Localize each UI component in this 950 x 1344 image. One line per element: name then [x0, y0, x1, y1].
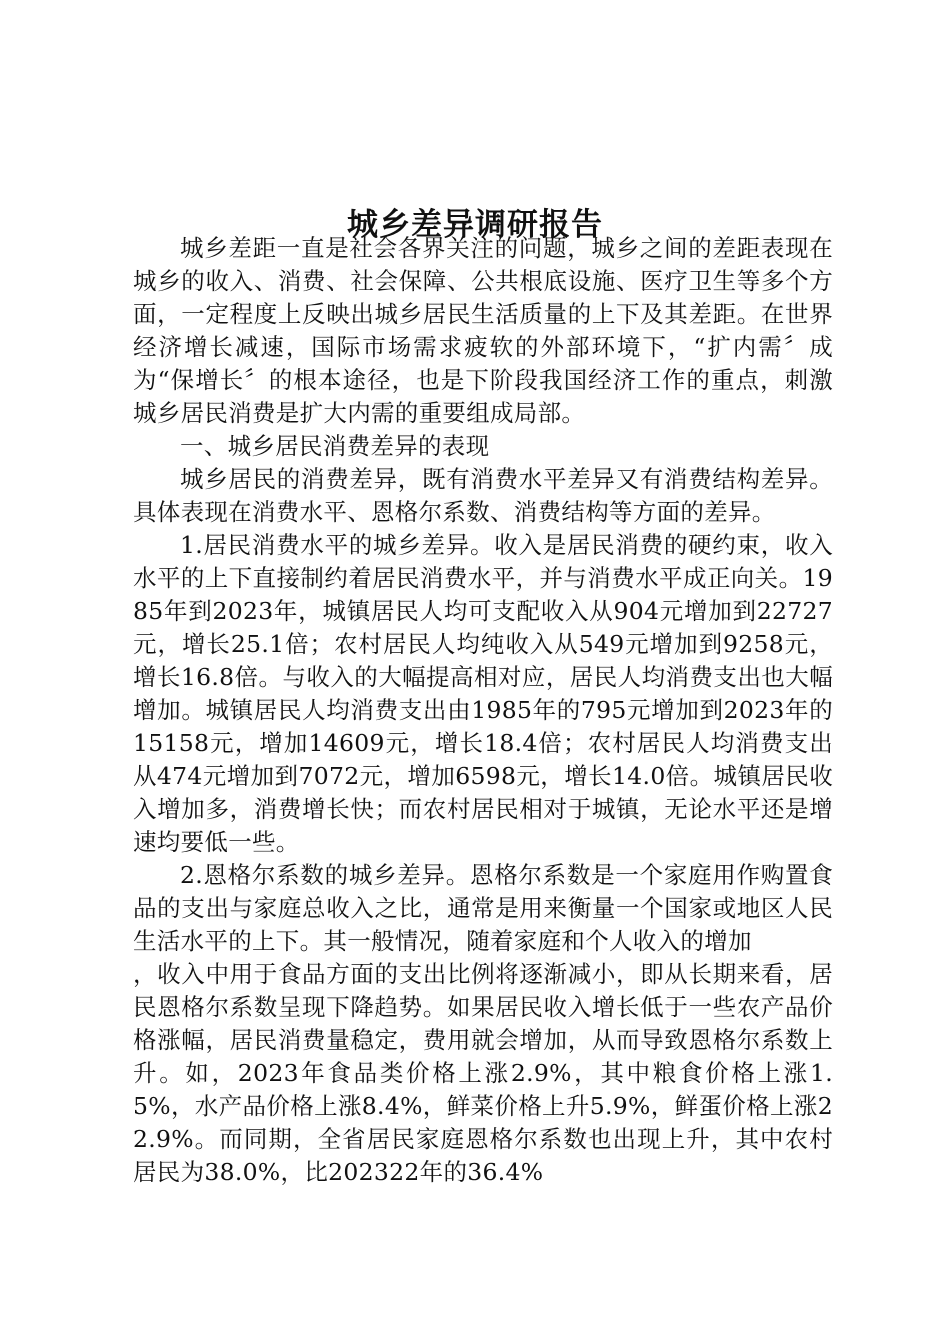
document-title: 城乡差异调研报告	[347, 206, 603, 243]
document-body	[133, 232, 833, 1189]
paragraph-consumption-level: 1.居民消费水平的城乡差异。收入是居民消费的硬约束，收入水平的上下直接制约着居民消费水平，并与消费水平成正向关。1985年到2023年，城镇居民人均可支配收入从904元增加到22727元，增长25.1倍；农村居民人均纯收入从549元增加到9258元，增长16.8倍。与收入的大幅提高相对应，居民人均消费支出也大幅增加。城镇居民人均消费支出由1985年的795元增加到2023年的15158元，增加14609元，增长18.4倍；农村居民人均消费支出从474元增加到7072元，增加6598元，增长14.0倍。城镇居民收入增加多，消费增长快；而农村居民相对于城镇，无论水平还是增速均要低一些。	[133, 531, 833, 856]
paragraph-engel-coefficient: 2.恩格尔系数的城乡差异。恩格尔系数是一个家庭用作购置食品的支出与家庭总收入之比，通常是用来衡量一个国家或地区人民生活水平的上下。其一般情况，随着家庭和个人收入的增加	[133, 861, 833, 955]
paragraph-engel-continued: ，收入中用于食品方面的支出比例将逐渐减小，即从长期来看，居民恩格尔系数呈现下降趋势。如果居民收入增长低于一些农产品价格涨幅，居民消费量稳定，费用就会增加，从而导致恩格尔系数上升。如，2023年食品类价格上涨2.9%，其中粮食价格上涨1.5%，水产品价格上涨8.4%，鲜菜价格上升5.9%，鲜蛋价格上涨22.9%。而同期，全省居民家庭恩格尔系数也出现上升，其中农村居民为38.0%，比202322年的36.4%	[133, 960, 833, 1186]
paragraph-intro: 城乡差距一直是社会各界关注的问题，城乡之间的差距表现在城乡的收入、消费、社会保障、公共根底设施、医疗卫生等多个方面，一定程度上反映出城乡居民生活质量的上下及其差距。在世界经济增长减速，国际市场需求疲软的外部环境下，“扩内需〞成为“保增长〞的根本途径，也是下阶段我国经济工作的重点，刺激城乡居民消费是扩大内需的重要组成局部。	[133, 234, 833, 427]
paragraph-section-summary: 城乡居民的消费差异，既有消费水平差异又有消费结构差异。具体表现在消费水平、恩格尔系数、消费结构等方面的差异。	[133, 465, 833, 526]
section-heading: 一、城乡居民消费差异的表现	[180, 432, 490, 460]
